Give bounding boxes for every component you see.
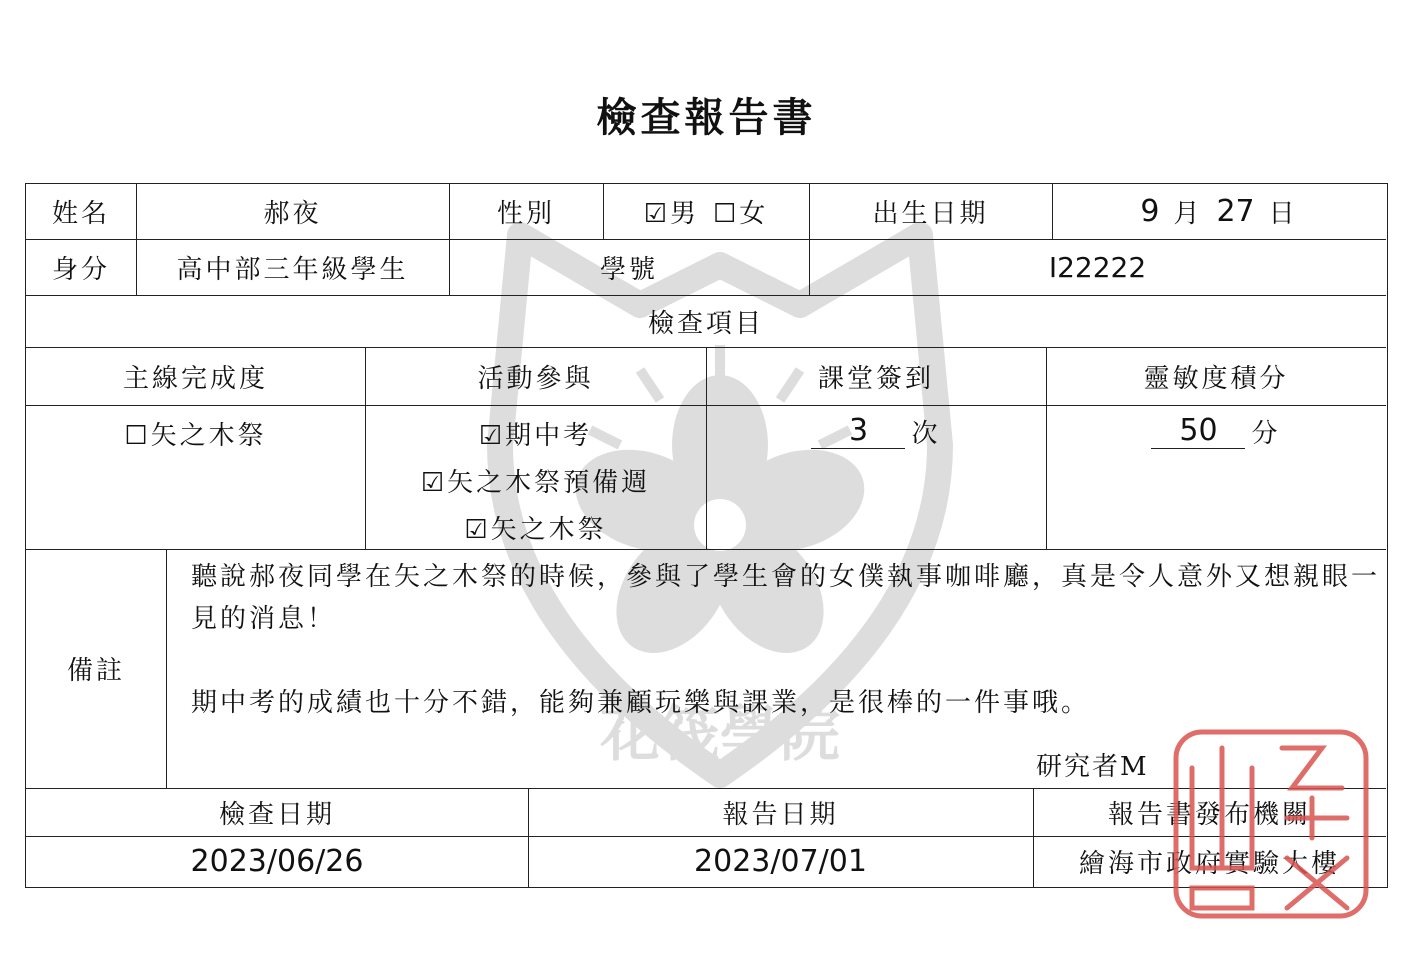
birth-day: 27 — [1216, 194, 1255, 229]
gender-male-checkbox: ☑男 — [643, 199, 699, 229]
check-section-title: 檢查項目 — [647, 308, 764, 339]
birth-label: 出生日期 — [872, 199, 989, 229]
report-date-label: 報告日期 — [722, 799, 839, 830]
remarks-paragraph: 期中考的成績也十分不錯，能夠兼顧玩樂與課業，是很棒的一件事哦。 — [191, 688, 1091, 718]
watermark-text: 花筏學院 — [600, 700, 840, 770]
activity-item: ☑矢之木祭 — [464, 515, 607, 545]
row-divider — [26, 549, 1386, 550]
col-divider — [166, 549, 167, 788]
score-cell — [1046, 405, 1386, 549]
gender-options — [603, 184, 809, 239]
main-line-item: ☐矢之木祭 — [124, 421, 267, 451]
attendance-value: 3 — [811, 413, 905, 449]
birth-day-unit: 日 — [1268, 199, 1298, 229]
remarks-label: 備註 — [66, 656, 125, 686]
birth-month-unit: 月 — [1173, 199, 1203, 229]
birth-month: 9 — [1140, 194, 1160, 229]
main-line-list — [26, 405, 365, 549]
attendance-cell — [706, 405, 1046, 549]
gender-female-checkbox: ☐女 — [713, 199, 769, 229]
header-main-line: 主線完成度 — [122, 363, 268, 394]
score-value: 50 — [1151, 413, 1245, 449]
name-label: 姓名 — [51, 199, 110, 229]
identity-value: 高中部三年級學生 — [176, 254, 409, 285]
check-date-label: 檢查日期 — [218, 799, 335, 830]
birth-value — [1052, 184, 1386, 239]
header-score: 靈敏度積分 — [1143, 363, 1289, 394]
check-date: 2023/06/26 — [190, 843, 364, 879]
score-unit: 分 — [1251, 419, 1281, 449]
name-value: 郝夜 — [263, 199, 322, 229]
report-date: 2023/07/01 — [694, 843, 867, 879]
header-activity: 活動參與 — [477, 363, 594, 394]
seal-stamp — [1172, 728, 1370, 920]
activity-item: ☑期中考 — [478, 421, 593, 451]
issuer-label: 報告書發布機關 — [1107, 799, 1311, 830]
document-title: 檢查報告書 — [596, 94, 817, 141]
header-attendance: 課堂簽到 — [817, 363, 934, 394]
activity-list — [365, 405, 706, 549]
gender-label: 性別 — [496, 199, 555, 229]
student-id-label: 學號 — [599, 254, 658, 285]
identity-label: 身分 — [51, 254, 110, 285]
student-id-value: I22222 — [1048, 250, 1147, 284]
activity-item: ☑矢之木祭預備週 — [420, 468, 651, 498]
remarks-paragraph: 聽說郝夜同學在矢之木祭的時候，參與了學生會的女僕執事咖啡廳，真是令人意外又想親眼一見的消息！ — [191, 562, 1381, 634]
remarks-body — [191, 556, 1381, 724]
issuer: 繪海市政府實驗大樓 — [1078, 848, 1340, 879]
attendance-unit: 次 — [911, 419, 941, 449]
signer: 研究者M — [1036, 752, 1149, 782]
